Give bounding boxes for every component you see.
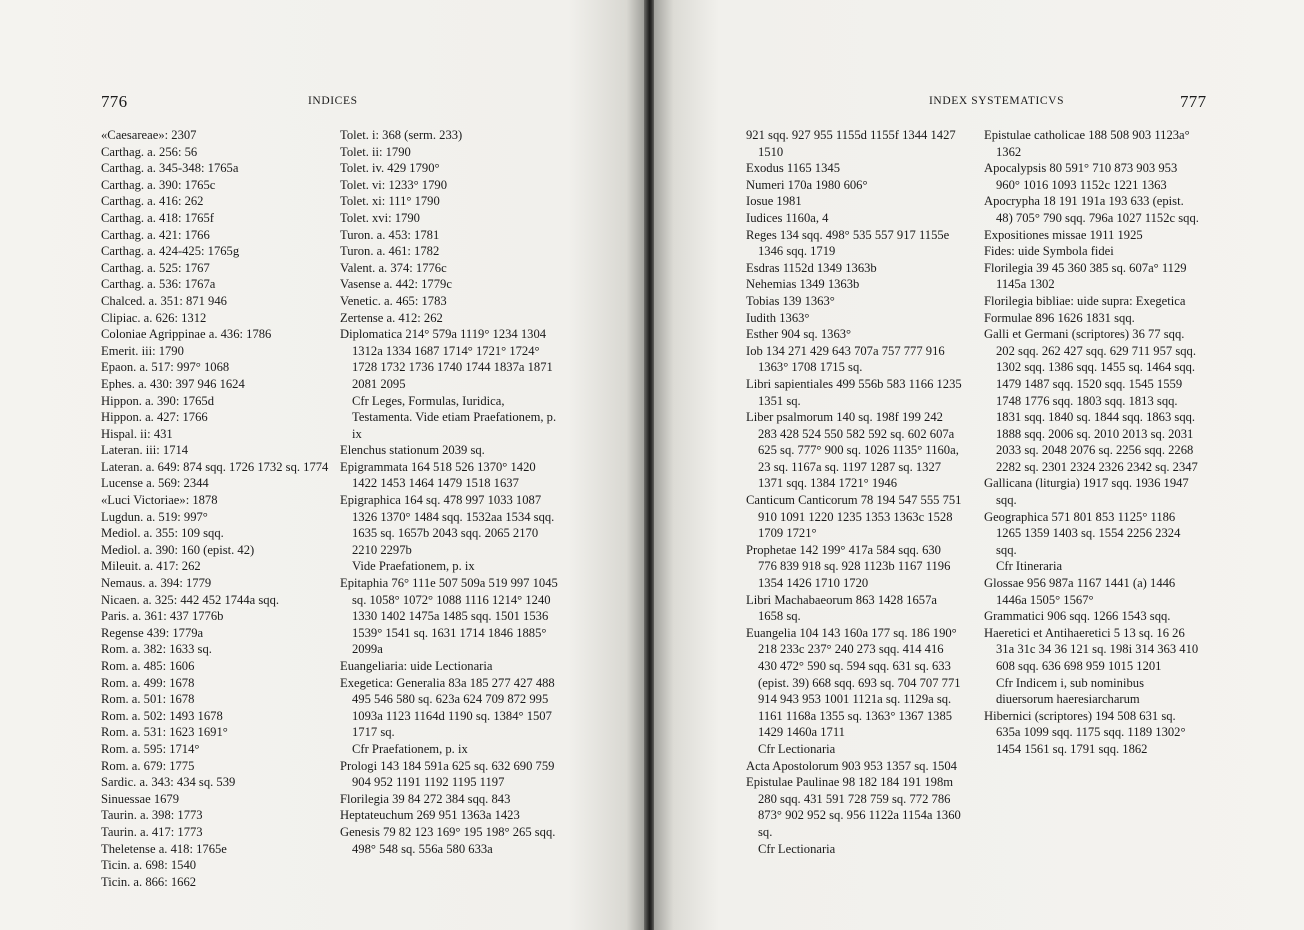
index-entry: Rom. a. 679: 1775	[101, 758, 195, 773]
index-entry: Epitaphia 76° 111e 507 509a 519 997 1045 sq. 1058° 1072° 1088 1116 1214° 1240 1330 1402 1475a 1485 sqq. 1501 1536 1539° 1541 sq. 1631 1714 1846 1885° 2099a	[340, 576, 558, 657]
index-entry: Mediol. a. 390: 160 (epist. 42)	[101, 542, 255, 557]
index-entry: Zertense a. 412: 262	[340, 310, 443, 325]
index-entry: Diplomatica 214° 579a 1119° 1234 1304 1312a 1334 1687 1714° 1721° 1724° 1728 1732 1736 1740 1744 1837a 1871 2081 2095	[340, 327, 553, 391]
index-entry: Lucense a. 569: 2344	[101, 476, 209, 491]
index-entry: Paris. a. 361: 437 1776b	[101, 609, 224, 624]
index-entry: Iudices 1160a, 4	[746, 210, 829, 225]
index-entry: Epistulae catholicae 188 508 903 1123a° 1362	[984, 128, 1190, 159]
index-entry: Ticin. a. 866: 1662	[101, 874, 197, 889]
index-entry: Euangelia 104 143 160a 177 sq. 186 190° 218 233c 237° 240 273 sqq. 414 416 430 472° 590 sq. 594 sqq. 631 sq. 633 (epist. 39) 668 sqq. 693 sq. 704 707 771 914 943 953 1001 1121a sq. 1129a sq. 1161 1168a 1355 sq. 1363° 1367 1385 1429 1460a 1711	[746, 625, 961, 740]
left-column-2	[340, 127, 562, 857]
index-entry: Heptateuchum 269 951 1363a 1423	[340, 808, 520, 823]
index-entry: Grammatici 906 sqq. 1266 1543 sqq.	[984, 609, 1171, 624]
index-entry: Ephes. a. 430: 397 946 1624	[101, 376, 245, 391]
index-entry: Hispal. ii: 431	[101, 426, 173, 441]
index-entry: Tolet. iv. 429 1790°	[340, 161, 440, 176]
index-entry: Carthag. a. 536: 1767a	[101, 277, 216, 292]
index-entry: Turon. a. 461: 1782	[340, 244, 440, 259]
index-entry: Venetic. a. 465: 1783	[340, 293, 447, 308]
index-entry: Sardic. a. 343: 434 sq. 539	[101, 775, 236, 790]
index-entry: Vide Praefationem, p. ix	[352, 559, 475, 574]
index-entry: Iob 134 271 429 643 707a 757 777 916 1363° 1708 1715 sq.	[746, 343, 945, 375]
index-entry: Epistulae Paulinae 98 182 184 191 198m 280 sqq. 431 591 728 759 sq. 772 786 873° 902 952 sq. 956 1122a 1154a 1360 sq.	[746, 775, 961, 839]
index-entry: Cfr Praefationem, p. ix	[352, 741, 468, 756]
index-entry: Rom. a. 382: 1633 sq.	[101, 642, 212, 657]
index-entry: Ticin. a. 698: 1540	[101, 858, 197, 873]
index-entry: 921 sqq. 927 955 1155d 1155f 1344 1427 1510	[746, 128, 956, 159]
index-entry: Elenchus stationum 2039 sq.	[340, 443, 485, 458]
index-entry: Carthag. a. 390: 1765c	[101, 177, 216, 192]
running-head-left: INDICES	[308, 95, 358, 107]
index-entry: Tolet. xi: 111° 1790	[340, 194, 440, 209]
index-entry: Euangeliaria: uide Lectionaria	[340, 659, 493, 673]
index-entry: Lateran. iii: 1714	[101, 443, 189, 458]
index-entry: Florilegia 39 84 272 384 sqq. 843	[340, 791, 511, 806]
right-column-1	[746, 127, 962, 857]
index-entry: Apocalypsis 80 591° 710 873 903 953 960° 1016 1093 1152c 1221 1363	[984, 161, 1178, 192]
index-entry: Acta Apostolorum 903 953 1357 sq. 1504	[746, 758, 957, 773]
left-page	[0, 0, 646, 930]
index-entry: Esther 904 sq. 1363°	[746, 327, 852, 342]
index-entry: Haeretici et Antihaeretici 5 13 sq. 16 26 31a 31c 34 36 121 sq. 198i 314 363 410 608 sqq. 636 698 959 1015 1201	[984, 625, 1199, 673]
index-entry: Tolet. ii: 1790	[340, 144, 411, 159]
index-entry: Hippon. a. 390: 1765d	[101, 393, 214, 408]
index-entry: Libri Machabaeorum 863 1428 1657a 1658 sq.	[746, 592, 937, 624]
index-entry: Tolet. xvi: 1790	[340, 210, 420, 225]
index-entry: Epaon. a. 517: 997° 1068	[101, 360, 230, 375]
index-entry: Rom. a. 499: 1678	[101, 675, 195, 690]
index-entry: Reges 134 sqq. 498° 535 557 917 1155e 1346 sqq. 1719	[746, 227, 950, 259]
index-entry: Cfr Lectionaria	[758, 741, 836, 756]
right-page	[654, 0, 1304, 930]
index-entry: Tolet. i: 368 (serm. 233)	[340, 128, 463, 142]
index-entry: Epigraphica 164 sq. 478 997 1033 1087 1326 1370° 1484 sqq. 1532aa 1534 sqq. 1635 sq. 1657b 2043 sqq. 2065 2170 2210 2297b	[340, 493, 555, 557]
index-entry: Epigrammata 164 518 526 1370° 1420 1422 1453 1464 1479 1518 1637	[340, 459, 536, 491]
index-entry: Cfr Itineraria	[996, 559, 1063, 574]
index-entry: Formulae 896 1626 1831 sqq.	[984, 310, 1135, 325]
index-entry: Rom. a. 501: 1678	[101, 692, 195, 707]
index-entry: Coloniae Agrippinae a. 436: 1786	[101, 327, 272, 342]
index-entry: Lateran. a. 649: 874 sqq. 1726 1732 sq. 1774	[101, 459, 329, 474]
index-entry: Tobias 139 1363°	[746, 293, 835, 308]
index-entry: Exodus 1165 1345	[746, 161, 840, 176]
index-entry: Apocrypha 18 191 191a 193 633 (epist. 48) 705° 790 sqq. 796a 1027 1152c sqq.	[984, 194, 1199, 225]
index-entry: Numeri 170a 1980 606°	[746, 177, 868, 192]
index-entry: Tolet. vi: 1233° 1790	[340, 177, 447, 192]
index-entry: Nehemias 1349 1363b	[746, 277, 860, 292]
index-entry: Rom. a. 595: 1714°	[101, 741, 200, 756]
index-entry: Rom. a. 502: 1493 1678	[101, 708, 223, 723]
index-entry: Canticum Canticorum 78 194 547 555 751 910 1091 1220 1235 1353 1363c 1528 1709 1721°	[746, 493, 962, 541]
index-entry: Cfr Lectionaria	[758, 841, 836, 856]
index-entry: Galli et Germani (scriptores) 36 77 sqq. 202 sqq. 262 427 sqq. 629 711 957 sqq. 1302 sqq. 1386 sqq. 1455 sq. 1464 sqq. 1479 1487 sqq. 1520 sqq. 1545 1559 1748 1776 sqq. 1803 sqq. 1813 sqq. 1831 sqq. 1840 sq. 1844 sqq. 1863 sqq. 1888 sqq. 2006 sq. 2010 2013 sq. 2031 2033 sq. 2048 2076 sq. 2256 sqq. 2268 2282 sq. 2301 2324 2326 2342 sq. 2347	[984, 327, 1198, 474]
right-column-2	[984, 127, 1200, 758]
index-entry: Lugdun. a. 519: 997°	[101, 509, 208, 524]
index-entry: Turon. a. 453: 1781	[340, 227, 440, 242]
index-entry: Sinuessae 1679	[101, 791, 180, 806]
index-entry: Libri sapientiales 499 556b 583 1166 1235 1351 sq.	[746, 376, 962, 408]
index-entry: Rom. a. 485: 1606	[101, 659, 195, 673]
index-entry: Carthag. a. 256: 56	[101, 144, 198, 159]
index-entry: Emerit. iii: 1790	[101, 343, 184, 358]
index-entry: Prophetae 142 199° 417a 584 sqq. 630 776 839 918 sq. 928 1123b 1167 1196 1354 1426 1710 1720	[746, 542, 951, 591]
index-entry: Hippon. a. 427: 1766	[101, 410, 208, 425]
index-entry: Mileuit. a. 417: 262	[101, 559, 201, 574]
index-entry: Valent. a. 374: 1776c	[340, 260, 447, 275]
index-entry: Carthag. a. 418: 1765f	[101, 210, 214, 225]
page-number-right: 777	[1180, 92, 1207, 111]
index-entry: Hibernici (scriptores) 194 508 631 sq. 635a 1099 sqq. 1175 sqq. 1189 1302° 1454 1561 sq. 1791 sqq. 1862	[984, 708, 1186, 756]
index-entry: Florilegia bibliae: uide supra: Exegetica	[984, 293, 1186, 308]
index-entry: Expositiones missae 1911 1925	[984, 227, 1143, 242]
index-entry: Cfr Leges, Formulas, Iuridica, Testamenta. Vide etiam Praefationem, p. ix	[352, 393, 557, 441]
index-entry: Iosue 1981	[746, 194, 802, 209]
index-entry: Esdras 1152d 1349 1363b	[746, 260, 877, 275]
index-entry: Carthag. a. 416: 262	[101, 194, 204, 209]
index-entry: Carthag. a. 345-348: 1765a	[101, 161, 239, 176]
index-entry: Regense 439: 1779a	[101, 625, 204, 640]
index-entry: Taurin. a. 398: 1773	[101, 808, 203, 823]
left-column-1	[101, 127, 333, 890]
page-number-left: 776	[101, 92, 128, 111]
index-entry: Chalced. a. 351: 871 946	[101, 293, 227, 308]
index-entry: Glossae 956 987a 1167 1441 (a) 1446 1446a 1505° 1567°	[984, 576, 1176, 607]
index-entry: «Caesareae»: 2307	[101, 128, 197, 142]
index-entry: Theletense a. 418: 1765e	[101, 841, 227, 856]
index-entry: Carthag. a. 421: 1766	[101, 227, 210, 242]
index-entry: Liber psalmorum 140 sq. 198f 199 242 283 428 524 550 582 592 sq. 602 607a 625 sq. 777° 900 sq. 1026 1135° 1160a, 23 sq. 1167a sq. 1197 1287 sq. 1327 1371 sqq. 1384 1721° 1946	[746, 410, 959, 491]
index-entry: Iudith 1363°	[746, 310, 810, 325]
index-entry: Prologi 143 184 591a 625 sq. 632 690 759 904 952 1191 1192 1195 1197	[340, 758, 555, 790]
index-entry: Nemaus. a. 394: 1779	[101, 576, 212, 591]
index-entry: Geographica 571 801 853 1125° 1186 1265 1359 1403 sq. 1554 2256 2324 sqq.	[984, 509, 1181, 557]
running-head-right: INDEX SYSTEMATICVS	[929, 95, 1065, 107]
index-entry: Vasense a. 442: 1779c	[340, 277, 452, 292]
index-entry: Clipiac. a. 626: 1312	[101, 310, 207, 325]
index-entry: Cfr Indicem i, sub nominibus diuersorum haeresiarcharum	[996, 675, 1144, 707]
index-entry: Genesis 79 82 123 169° 195 198° 265 sqq. 498° 548 sq. 556a 580 633a	[340, 824, 556, 856]
index-entry: «Luci Victoriae»: 1878	[101, 493, 218, 508]
index-entry: Rom. a. 531: 1623 1691°	[101, 725, 228, 740]
index-entry: Florilegia 39 45 360 385 sq. 607a° 1129 1145a 1302	[984, 260, 1187, 292]
index-entry: Taurin. a. 417: 1773	[101, 824, 203, 839]
index-entry: Gallicana (liturgia) 1917 sqq. 1936 1947 sqq.	[984, 476, 1189, 508]
index-entry: Exegetica: Generalia 83a 185 277 427 488 495 546 580 sq. 623a 624 709 872 995 1093a 1123 1164d 1190 sq. 1384° 1507 1717 sq.	[340, 675, 555, 740]
index-entry: Fides: uide Symbola fidei	[984, 244, 1114, 259]
index-entry: Carthag. a. 525: 1767	[101, 260, 210, 275]
index-entry: Mediol. a. 355: 109 sqq.	[101, 526, 224, 541]
index-entry: Carthag. a. 424-425: 1765g	[101, 244, 240, 259]
index-entry: Nicaen. a. 325: 442 452 1744a sqq.	[101, 592, 280, 607]
